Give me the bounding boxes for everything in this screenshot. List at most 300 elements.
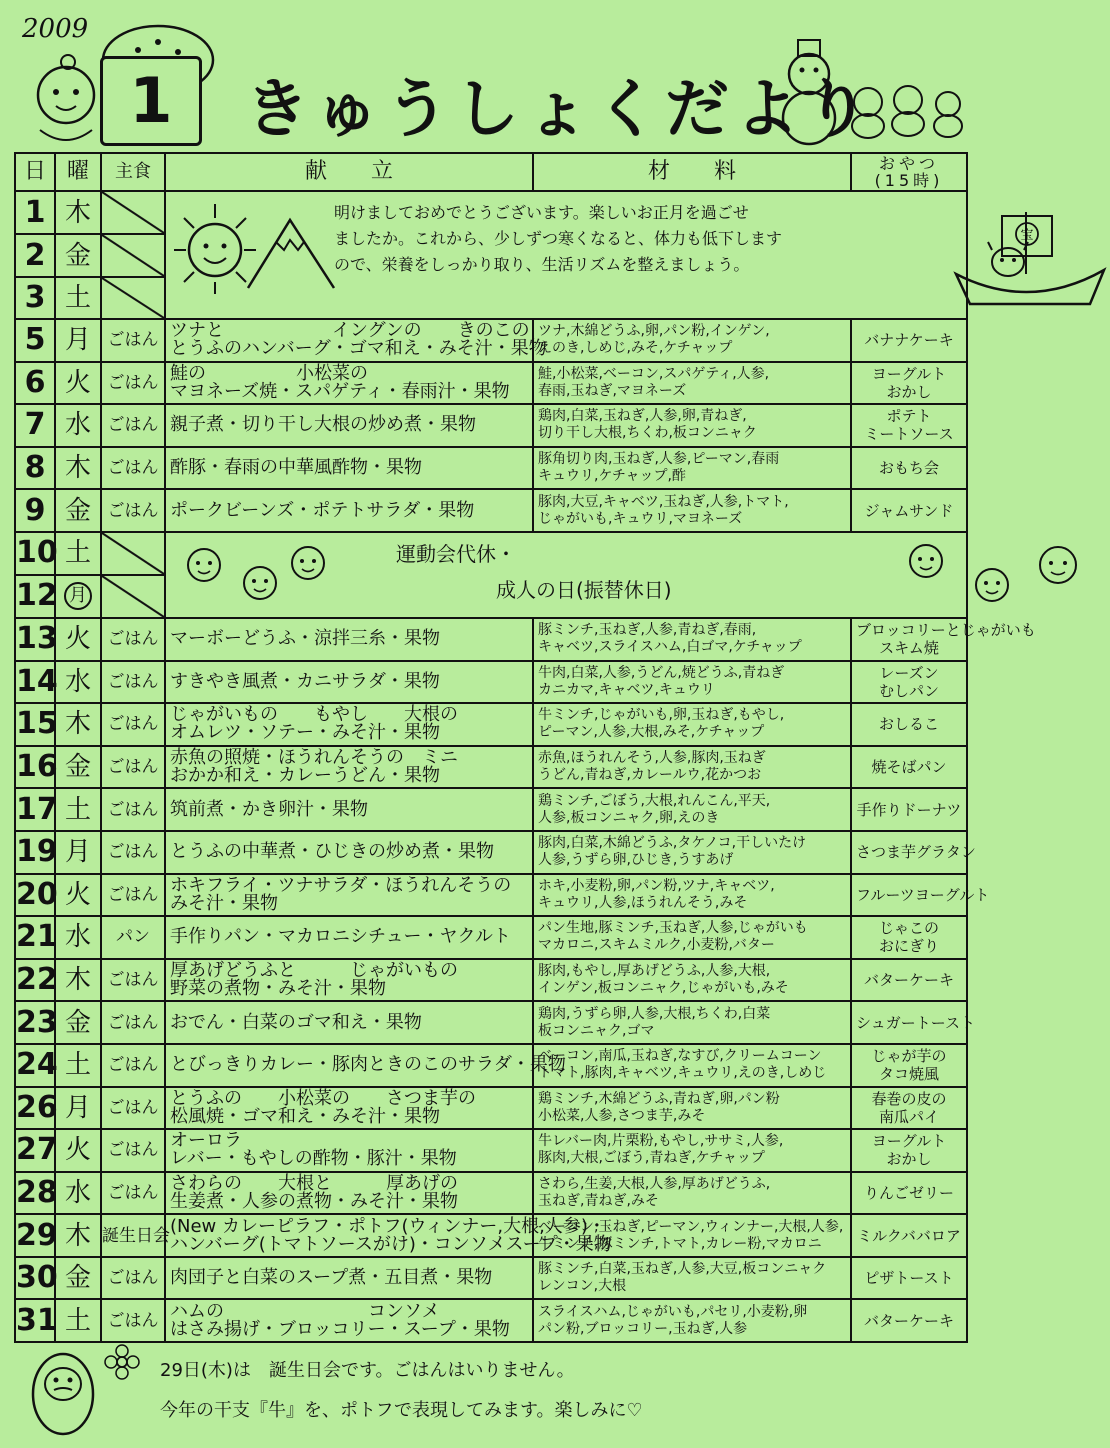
snack-line-1: おしるこ <box>878 715 939 734</box>
day-number: 1 <box>15 191 55 234</box>
ingredients <box>533 916 851 959</box>
weekday: 木 <box>55 1214 101 1257</box>
weekday: 木 <box>55 191 101 234</box>
snack-line-1: バターケーキ <box>863 971 954 990</box>
snack-line-1: りんごゼリー <box>863 1183 954 1202</box>
menu-line-1: 厚あげどうふと じゃがいもの <box>170 960 458 982</box>
menu-dishes <box>165 661 533 704</box>
ingredients-line-1: 鮭,小松菜,ベーコン,スパゲティ,人参, <box>538 365 770 382</box>
menu-line-1: とうふの 小松菜の さつま芋の <box>170 1087 476 1109</box>
snack-line-2: ミートソース <box>864 425 954 444</box>
smiling-face-icon <box>180 539 330 611</box>
ingredients-line-2: パン粉,ブロッコリー,玉ねぎ,人参 <box>538 1320 748 1337</box>
menu-line-2: みそ汁・果物 <box>170 892 278 914</box>
ingredients-line-2: インゲン,板コンニャク,じゃがいも,みそ <box>538 980 789 997</box>
staple-food: ごはん <box>101 788 165 831</box>
menu-line-2: オムレツ・ソテー・みそ汁・果物 <box>170 722 440 744</box>
snack-line-1: じゃこの <box>878 919 939 938</box>
menu-row <box>15 1087 967 1130</box>
ingredients <box>533 1087 851 1130</box>
snack-line-1: フルーツヨーグルト <box>856 885 990 904</box>
day-number: 21 <box>15 916 55 959</box>
menu-dishes <box>165 1129 533 1172</box>
ingredients <box>533 1044 851 1087</box>
menu-line-1: とうふの中華煮・ひじきの炒め煮・果物 <box>170 841 494 863</box>
ingredients-line-1: 鶏ミンチ,木綿どうふ,青ねぎ,卵,パン粉 <box>538 1090 780 1107</box>
snack-line-1: ヨーグルト <box>871 364 947 383</box>
menu-dishes <box>165 1044 566 1087</box>
weekday: 火 <box>55 874 101 917</box>
weekday: 金 <box>55 746 101 789</box>
weekday: 金 <box>55 1001 101 1044</box>
snack <box>851 874 990 917</box>
menu-row <box>15 618 967 661</box>
staple-food: ごはん <box>101 489 165 532</box>
menu-row <box>15 1172 967 1215</box>
weekday: 金 <box>55 1257 101 1300</box>
ingredients-line-2: キャベツ,スライスハム,白ゴマ,ケチャップ <box>538 639 802 656</box>
ingredients-line-2: えのき,しめじ,みそ,ケチャップ <box>538 340 733 357</box>
day-number: 30 <box>15 1257 55 1300</box>
snack-line-1: ピザトースト <box>864 1269 954 1288</box>
menu-dishes <box>165 489 533 532</box>
ingredients-line-1: 牛レバー肉,片栗粉,もやし,ササミ,人参, <box>538 1133 784 1150</box>
mountain-icon <box>246 212 336 292</box>
day-number: 16 <box>15 746 55 789</box>
day-number: 17 <box>15 788 55 831</box>
ingredients-line-2: 板コンニャク,ゴマ <box>538 1022 655 1039</box>
snack <box>851 489 967 532</box>
menu-line-2: はさみ揚げ・ブロッコリー・スープ・果物 <box>170 1318 510 1340</box>
snack-line-1: 春巻の皮の <box>871 1089 947 1108</box>
ingredients <box>533 1299 851 1342</box>
menu-line-1: 酢豚・春雨の中華風酢物・果物 <box>170 457 422 479</box>
day-number: 3 <box>15 277 55 319</box>
menu-row <box>15 447 967 490</box>
ingredients-line-1: 豚ミンチ,玉ねぎ,人参,青ねぎ,春雨, <box>538 622 757 639</box>
menu-row <box>15 831 967 874</box>
weekday: 水 <box>55 661 101 704</box>
staple-food: ごはん <box>101 959 165 1002</box>
header-weekday: 曜 <box>55 153 101 191</box>
staple-food: ごはん <box>101 1129 165 1172</box>
menu-row <box>15 404 967 447</box>
ingredients-line-1: 豚ミンチ,白菜,玉ねぎ,人参,大豆,板コンニャク <box>538 1261 827 1278</box>
menu-line-2: とうふのハンバーグ・ゴマ和え・みそ汁・果物 <box>170 338 547 360</box>
menu-line-1: ホキフライ・ツナサラダ・ほうれんそうの <box>170 874 512 896</box>
weekday: 土 <box>55 1044 101 1087</box>
menu-dishes <box>165 703 533 746</box>
snack-line-1: ジャムサンド <box>864 501 954 520</box>
ingredients <box>533 874 851 917</box>
snack <box>851 1001 975 1044</box>
header <box>0 0 980 150</box>
ingredients-line-1: パン生地,豚ミンチ,玉ねぎ,人参,じゃがいも <box>538 920 808 937</box>
menu-row <box>15 1257 967 1300</box>
ingredients <box>533 661 851 704</box>
snack <box>851 1257 967 1300</box>
weekday: 金 <box>55 489 101 532</box>
ingredients-line-2: レンコン,大根 <box>538 1278 627 1295</box>
menu-row <box>15 703 967 746</box>
ingredients-line-1: 鶏肉,うずら卵,人参,大根,ちくわ,白菜 <box>538 1005 771 1022</box>
menu-row <box>15 874 967 917</box>
ingredients <box>533 618 851 661</box>
snack <box>851 788 967 831</box>
weekday: 月 <box>55 831 101 874</box>
daruma-icon <box>28 1342 98 1438</box>
menu-line-1: (New カレーピラフ・ポトフ(ウィンナー,大根,人参)・ <box>170 1215 606 1237</box>
snack <box>851 1087 967 1130</box>
snack <box>851 1299 967 1342</box>
ingredients-line-1: 鶏肉,白菜,玉ねぎ,人参,卵,青ねぎ, <box>538 408 747 425</box>
staple-food: ごはん <box>101 831 165 874</box>
header-snack-title: おやつ <box>878 154 939 173</box>
day-number: 24 <box>15 1044 55 1087</box>
menu-dishes <box>165 874 533 917</box>
snack-line-1: バナナケーキ <box>864 331 954 350</box>
weekday: 火 <box>55 618 101 661</box>
weekday: 木 <box>55 703 101 746</box>
menu-dishes <box>165 447 533 490</box>
greeting-text <box>334 200 934 278</box>
snack-line-2: 南瓜パイ <box>878 1107 939 1126</box>
menu-dishes <box>165 788 533 831</box>
greeting-message-cell <box>165 191 1034 319</box>
day-number: 27 <box>15 1129 55 1172</box>
snack <box>851 1044 967 1087</box>
snack-line-1: ヨーグルト <box>871 1132 947 1151</box>
snack-line-2: タコ焼風 <box>878 1065 939 1084</box>
staple-food: ごはん <box>101 319 165 362</box>
weekday: 月 <box>55 319 101 362</box>
snack <box>851 319 967 362</box>
weekday: 土 <box>55 788 101 831</box>
weekday: 火 <box>55 362 101 405</box>
menu-dishes <box>165 959 533 1002</box>
ingredients-line-1: 鶏ミンチ,ごぼう,大根,れんこん,平天, <box>538 792 771 809</box>
ingredients <box>533 489 851 532</box>
header-snack <box>851 153 967 191</box>
weekday: 月 <box>55 1087 101 1130</box>
snack <box>851 404 967 447</box>
staple-food: 誕生日会 <box>101 1214 165 1257</box>
menu-dishes <box>165 1172 533 1215</box>
day-number: 19 <box>15 831 55 874</box>
staple-food: ごはん <box>101 1001 165 1044</box>
menu-row <box>15 489 967 532</box>
ingredients <box>533 404 851 447</box>
day-number: 29 <box>15 1214 55 1257</box>
weekday: 金 <box>55 234 101 277</box>
staple-food: ごはん <box>101 874 165 917</box>
snack-line-2: おかし <box>886 382 932 401</box>
ingredients-line-2: キュウリ,ケチャップ,酢 <box>538 468 686 485</box>
staple-food: ごはん <box>101 1087 165 1130</box>
ingredients-line-1: 牛ミンチ,じゃがいも,卵,玉ねぎ,もやし, <box>538 707 785 724</box>
day-number: 28 <box>15 1172 55 1215</box>
footer-note-2: 今年の干支『牛』を、ポトフで表現してみます。楽しみに♡ <box>160 1400 643 1421</box>
staple-food: ごはん <box>101 1172 165 1215</box>
menu-table <box>14 152 1036 1343</box>
weekday: 土 <box>55 1299 101 1342</box>
ingredients <box>533 319 851 362</box>
weekday: 土 <box>55 277 101 319</box>
ingredients-line-1: 豚肉,大豆,キャベツ,玉ねぎ,人参,トマト, <box>538 493 789 510</box>
day-number: 12 <box>15 575 55 618</box>
greeting-line-3: ので、栄養をしっかり取り、生活リズムを整えましょう。 <box>334 255 750 274</box>
ingredients-line-2: マカロニ,スキムミルク,小麦粉,バター <box>538 937 775 954</box>
snack-line-1: ブロッコリーとじゃがいも <box>856 621 1036 640</box>
weekday: 月 <box>64 582 92 610</box>
ingredients-line-1: ベーコン,玉ねぎ,ピーマン,ウィンナー,大根,人参, <box>538 1218 844 1235</box>
menu-row <box>15 1214 967 1257</box>
menu-line-1: 赤魚の照焼・ほうれんそうの ミニ <box>170 747 458 769</box>
header-menu: 献 立 <box>165 153 533 191</box>
menu-rows-a <box>15 319 967 532</box>
menu-line-1: ツナと イングンの きのこの <box>170 320 530 342</box>
menu-line-1: 親子煮・切り干し大根の炒め煮・果物 <box>170 414 476 436</box>
ingredients-line-2: 春雨,玉ねぎ,マヨネーズ <box>538 382 687 399</box>
ingredients <box>533 1214 851 1257</box>
snack <box>851 447 967 490</box>
day-number: 5 <box>15 319 55 362</box>
menu-line-1: 肉団子と白菜のスープ煮・五目煮・果物 <box>170 1267 493 1289</box>
table-header-row <box>15 153 967 191</box>
snack-line-1: レーズン <box>879 663 939 682</box>
snack <box>851 746 967 789</box>
menu-line-1: オーロラ <box>170 1130 242 1152</box>
header-snack-time: (15時) <box>874 171 944 190</box>
ingredients <box>533 1172 851 1215</box>
header-ingredients: 材 料 <box>533 153 851 191</box>
menu-dishes <box>165 362 533 405</box>
menu-dishes <box>165 618 533 661</box>
menu-line-1: 手作りパン・マカロニシチュー・ヤクルト <box>170 926 511 948</box>
day-number: 7 <box>15 404 55 447</box>
snack <box>851 959 967 1002</box>
ingredients-line-2: カニカマ,キャベツ,キュウリ <box>538 681 715 698</box>
ingredients-line-1: 赤魚,ほうれんそう,人参,豚肉,玉ねぎ <box>538 750 766 767</box>
ingredients <box>533 447 851 490</box>
weekday: 木 <box>55 447 101 490</box>
flower-icon <box>102 1342 142 1382</box>
ingredients-line-2: 玉ねぎ,青ねぎ,みそ <box>538 1192 659 1209</box>
no-meal-cell <box>101 191 165 234</box>
menu-line-1: 筑前煮・かき卵汁・果物 <box>170 798 368 820</box>
boat-label: 宝 <box>1020 228 1034 243</box>
day-number: 15 <box>15 703 55 746</box>
ingredients <box>533 788 851 831</box>
menu-line-2: 松風焼・ゴマ和え・みそ汁・果物 <box>170 1105 440 1127</box>
snowman-icon <box>776 36 846 146</box>
ingredients-line-1: ホキ,小麦粉,卵,パン粉,ツナ,キャベツ, <box>538 877 775 894</box>
snack <box>851 618 1036 661</box>
snack-line-2: むしパン <box>878 681 939 700</box>
snack-line-1: シュガートースト <box>856 1013 975 1032</box>
menu-row <box>15 959 967 1002</box>
holiday-row-1 <box>15 532 967 575</box>
staple-food: ごはん <box>101 1299 165 1342</box>
weekday: 水 <box>55 916 101 959</box>
snack <box>851 1172 967 1215</box>
menu-dishes <box>165 1214 612 1257</box>
smiling-face-icon <box>896 539 1096 611</box>
day-number: 26 <box>15 1087 55 1130</box>
ingredients <box>533 1001 851 1044</box>
greeting-line-2: ましたか。これから、少しずつ寒くなると、体力も低下します <box>334 229 783 248</box>
menu-dishes <box>165 1257 533 1300</box>
menu-row <box>15 661 967 704</box>
menu-line-2: ハンバーグ(トマトソースがけ)・コンソメスープ・果物 <box>170 1233 612 1255</box>
year: 2009 <box>22 14 89 44</box>
day-number: 31 <box>15 1299 55 1342</box>
snack <box>851 362 967 405</box>
menu-line-1: ハムの コンソメ <box>170 1300 440 1322</box>
menu-row <box>15 1129 967 1172</box>
staple-food: ごはん <box>101 618 165 661</box>
staple-food: ごはん <box>101 362 165 405</box>
menu-line-1: さわらの 大根と 厚あげの <box>170 1172 458 1194</box>
weekday: 木 <box>55 959 101 1002</box>
weekday-circled <box>55 575 101 618</box>
greeting-line-1: 明けましておめでとうございます。楽しいお正月を過ごせ <box>334 203 749 222</box>
menu-line-1: とびっきりカレー・豚肉ときのこのサラダ・果物 <box>170 1054 566 1076</box>
month-number: 1 <box>100 56 202 146</box>
staple-food: ごはん <box>101 703 165 746</box>
ingredients-line-1: 豚角切り肉,玉ねぎ,人参,ピーマン,春雨 <box>538 451 780 468</box>
menu-line-2: 生姜煮・人参の煮物・みそ汁・果物 <box>170 1190 458 1212</box>
greeting-row-1 <box>15 191 967 234</box>
menu-line-1: マーボーどうふ・涼拌三糸・果物 <box>170 628 440 650</box>
day-number: 6 <box>15 362 55 405</box>
ingredients-line-1: 牛肉,白菜,人参,うどん,焼どうふ,青ねぎ <box>538 664 785 681</box>
ingredients <box>533 1257 851 1300</box>
weekday: 水 <box>55 404 101 447</box>
snack <box>851 703 967 746</box>
menu-line-2: 野菜の煮物・みそ汁・果物 <box>170 978 386 1000</box>
ingredients-line-2: 切り干し大根,ちくわ,板コンニャク <box>538 425 757 442</box>
staple-food: ごはん <box>101 404 165 447</box>
holiday-message-cell <box>165 532 967 618</box>
ingredients-line-2: 人参,うずら卵,ひじき,うすあげ <box>538 852 734 869</box>
chick-icon <box>846 80 976 142</box>
menu-dishes <box>165 916 533 959</box>
ingredients-line-2: 人参,板コンニャク,卵,えのき <box>538 809 720 826</box>
no-meal-cell <box>101 277 165 319</box>
ingredients-line-2: キュウリ,人参,ほうれんそう,みそ <box>538 894 748 911</box>
ingredients <box>533 703 851 746</box>
snack-line-1: バターケーキ <box>863 1311 954 1330</box>
day-number: 8 <box>15 447 55 490</box>
ingredients <box>533 746 851 789</box>
menu-row <box>15 362 967 405</box>
ingredients-line-2: 豚肉,大根,ごぼう,青ねぎ,ケチャップ <box>538 1150 765 1167</box>
staple-food: ごはん <box>101 447 165 490</box>
header-staple: 主食 <box>101 153 165 191</box>
ingredients <box>533 362 851 405</box>
staple-food: ごはん <box>101 1257 165 1300</box>
menu-line-2: レバー・もやしの酢物・豚汁・果物 <box>170 1148 457 1170</box>
menu-dishes <box>165 404 533 447</box>
snack <box>851 661 967 704</box>
day-number: 2 <box>15 234 55 277</box>
day-number: 9 <box>15 489 55 532</box>
menu-line-2: マヨネーズ焼・スパゲティ・春雨汁・果物 <box>170 380 510 402</box>
ingredients-line-1: ツナ,木綿どうふ,卵,パン粉,インゲン, <box>538 323 770 340</box>
day-number: 20 <box>15 874 55 917</box>
snack <box>851 1214 967 1257</box>
weekday: 水 <box>55 1172 101 1215</box>
day-number: 13 <box>15 618 55 661</box>
snack-line-1: 手作りドーナツ <box>856 800 962 819</box>
ingredients-line-1: ベーコン,南瓜,玉ねぎ,なすび,クリームコーン <box>538 1048 822 1065</box>
ingredients-line-2: うどん,青ねぎ,カレールウ,花かつお <box>538 767 762 784</box>
snack <box>851 831 976 874</box>
ingredients-line-1: さわら,生姜,大根,人参,厚あげどうふ, <box>538 1175 771 1192</box>
holiday-line-1: 運動会代休・ <box>396 541 516 566</box>
ingredients-line-1: 豚肉,白菜,木綿どうふ,タケノコ,干しいたけ <box>538 835 807 852</box>
staple-food: パン <box>101 916 165 959</box>
snack-line-1: ポテト <box>886 407 932 426</box>
menu-row <box>15 1001 967 1044</box>
menu-line-1: おでん・白菜のゴマ和え・果物 <box>170 1011 422 1033</box>
menu-dishes <box>165 1299 533 1342</box>
snack-line-1: おもち会 <box>878 459 939 478</box>
holiday-line-2: 成人の日(振替休日) <box>496 577 672 602</box>
no-meal-cell <box>101 234 165 277</box>
menu-line-1: ポークビーンズ・ポテトサラダ・果物 <box>170 499 475 521</box>
snack-line-1: じゃが芋の <box>871 1047 947 1066</box>
menu-line-1: すきやき風煮・カニサラダ・果物 <box>170 670 440 692</box>
weekday: 土 <box>55 532 101 575</box>
menu-dishes <box>165 831 533 874</box>
menu-row <box>15 746 967 789</box>
menu-row <box>15 788 967 831</box>
ingredients-line-2: 牛ミンチ,豚ミンチ,トマト,カレー粉,マカロニ <box>538 1235 822 1252</box>
snack-line-1: 焼そばパン <box>871 758 947 777</box>
day-number: 22 <box>15 959 55 1002</box>
snack-line-2: おかし <box>886 1150 932 1169</box>
ingredients-line-2: 小松菜,人参,さつま芋,みそ <box>538 1107 706 1124</box>
weekday: 火 <box>55 1129 101 1172</box>
snack-line-2: スキム焼 <box>879 639 939 658</box>
no-meal-cell <box>101 532 165 575</box>
snack-line-2: おにぎり <box>878 937 939 956</box>
snack-line-1: ミルクババロア <box>857 1226 961 1245</box>
snack-line-1: さつま芋グラタン <box>856 843 976 862</box>
day-number: 14 <box>15 661 55 704</box>
ingredients-line-2: ピーマン,人参,大根,みそ,ケチャップ <box>538 724 765 741</box>
cow-icon <box>984 236 1032 284</box>
staple-food: ごはん <box>101 661 165 704</box>
ingredients <box>533 959 851 1002</box>
menu-row <box>15 1044 967 1087</box>
menu-rows-b <box>15 618 1036 1342</box>
no-meal-cell <box>101 575 165 618</box>
staple-food: ごはん <box>101 746 165 789</box>
menu-line-1: じゃがいもの もやし 大根の <box>170 704 458 726</box>
snack <box>851 1129 967 1172</box>
ingredients-line-2: トマト,豚肉,キャベツ,キュウリ,えのき,しめじ <box>538 1065 827 1082</box>
ingredients <box>533 831 851 874</box>
menu-dishes <box>165 746 533 789</box>
ingredients <box>533 1129 851 1172</box>
menu-dishes <box>165 1087 533 1130</box>
ingredients-line-1: スライスハム,じゃがいも,パセリ,小麦粉,卵 <box>538 1303 808 1320</box>
header-day: 日 <box>15 153 55 191</box>
snack <box>851 916 967 959</box>
